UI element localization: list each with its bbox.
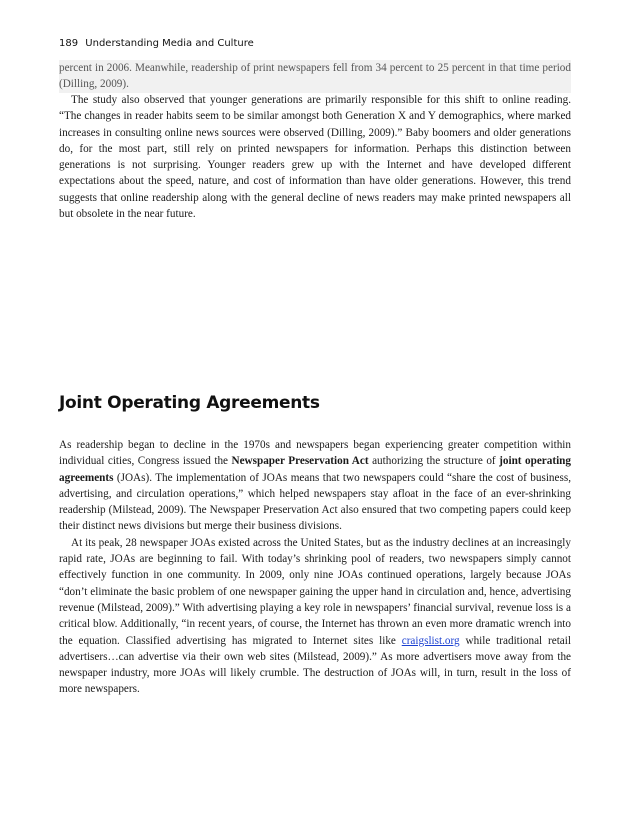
term-joint-operating-agreements: joint operating agreements xyxy=(59,455,571,484)
section-heading-joas: Joint Operating Agreements xyxy=(59,393,320,413)
paragraph-preservation-act xyxy=(59,437,571,535)
paragraph-joa-decline xyxy=(59,535,571,698)
continued-paragraph: percent in 2006. Meanwhile, readership of print newspapers fell from 34 percent to 25 percent in that time period (Dilling, 2009). xyxy=(59,60,571,93)
p1-text-before: As readership began to decline in the 1970s and newspapers began experiencing greater competition within individual cities, Congress issued the xyxy=(59,439,571,468)
paragraph-younger-generations: The study also observed that younger generations are primarily responsible for this shift to online reading. “The changes in reader habits seem to be similar amongst both Generation X and Y demographics, where marked increases in consulting online news sources were observed (Dilling, 2009).” Baby boomers and older generations do, for the most part, still rely on printed newspapers for information. Perhaps this distinction between generations is not surprising. Younger readers grew up with the Internet and have developed different expectations about the speed, nature, and cost of information than have older generations. However, this trend suggests that online readership along with the general decline of news readers may make printed newspapers all but obsolete in the near future. xyxy=(59,94,571,221)
page-number: 189 xyxy=(59,38,79,49)
craigslist-link[interactable]: craigslist.org xyxy=(401,634,460,647)
book-title: Understanding Media and Culture xyxy=(85,38,254,49)
p1-text-middle: authorizing the structure of xyxy=(368,455,500,468)
p2-text-after: while traditional retail advertisers…can advertise via their own web sites (Milstead, 2009).” As more advertisers move away from the newspaper industry, more JOAs will likely crumble. The destruction of JOAs will, in turn, result in the loss of more newspapers. xyxy=(59,634,571,696)
section-joint-operating-agreements xyxy=(59,437,571,698)
running-header xyxy=(59,38,254,49)
term-newspaper-preservation-act: Newspaper Preservation Act xyxy=(231,455,369,468)
p2-text-before: At its peak, 28 newspaper JOAs existed across the United States, but as the industry declines at an increasingly rapid rate, JOAs are beginning to fail. With today’s shrinking pool of readers, two newspapers simply cannot effectively function in one community. In 2009, only nine JOAs continued operations, largely because JOAs “don’t eliminate the basic problem of one newspaper gaining the upper hand in circulation and, hence, advertising revenue (Milstead, 2009).” With advertising playing a key role in newspapers’ financial survival, revenue loss is a critical blow. Additionally, “in recent years, of course, the Internet has thrown an even more dramatic wrench into the equation. Classified advertising has migrated to Internet sites like xyxy=(59,536,571,647)
section-generational-shift xyxy=(59,92,571,222)
p1-text-after: (JOAs). The implementation of JOAs means that two newspapers could “share the cost of business, advertising, and circulation operations,” which helped newspapers stay afloat in the face of an ever-shrinking readership (Milstead, 2009). The Newspaper Preservation Act also ensured that two competing papers could keep their distinct news divisions but merge their business divisions. xyxy=(59,471,571,533)
